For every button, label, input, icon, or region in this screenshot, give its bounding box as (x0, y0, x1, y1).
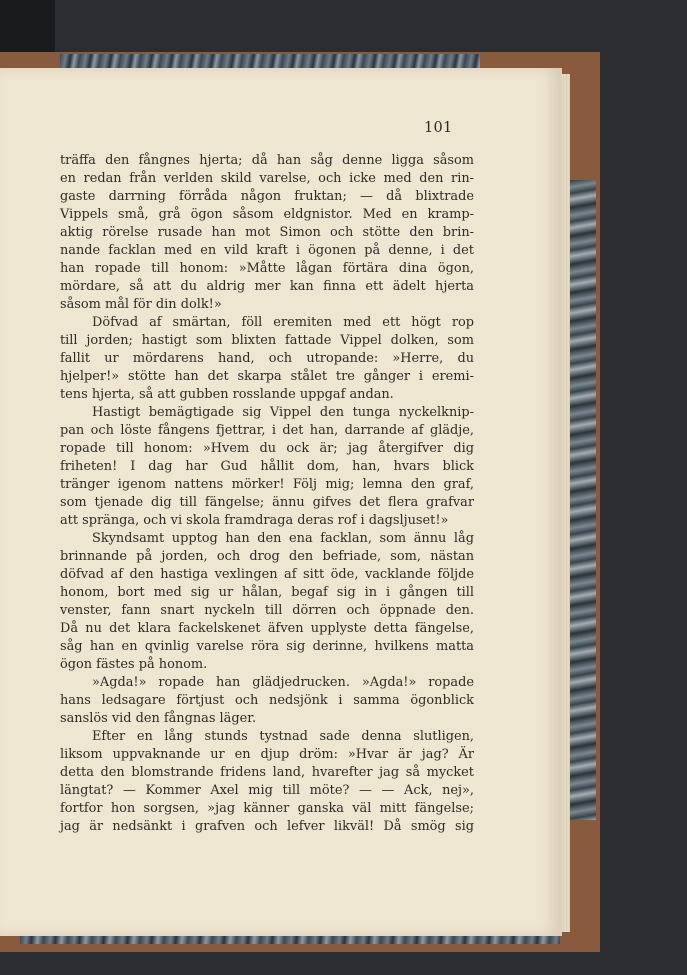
text-line: hjelper!» stötte han det skarpa stålet tre gånger i eremi- (60, 369, 474, 384)
text-line: han ropade till honom: »Måtte lågan förtära dina ögon, (60, 261, 474, 276)
text-line: Vippels små, grå ögon såsom eldgnistor. Med en kramp- (60, 207, 474, 222)
text-line: Då nu det klara fackelskenet äfven upplyste detta fängelse, (60, 621, 474, 636)
text-line: detta den blomstrande fridens land, hvarefter jag så mycket (60, 765, 474, 780)
scan-background (0, 0, 55, 60)
text-line: jag är nedsänkt i grafven och lefver likväl! Då smög sig (60, 819, 474, 834)
text-line: nande facklan med en vild kraft i ögonen på denne, i det (60, 243, 474, 258)
text-line: ropade till honom: »Hvem du ock är; jag återgifver dig (60, 441, 474, 456)
marbled-edge-right (566, 180, 596, 820)
text-line: döfvad af den hastiga vexlingen af sitt öde, vacklande följde (60, 567, 474, 582)
text-line: tränger igenom nattens mörker! Följ mig; lemna den graf, (60, 477, 474, 492)
text-line: mördare, så att du aldrig mer kan finna ett ädelt hjerta (60, 279, 474, 294)
text-line: fortfor hon sorgsen, »jag känner ganska väl mitt fängelse; (60, 801, 474, 816)
text-line: tens hjerta, så att gubben rosslande uppgaf andan. (60, 387, 394, 402)
text-line: venster, fann snart nyckeln till dörren och öppnade den. (60, 603, 474, 618)
text-line: Efter en lång stunds tystnad sade denna slutligen, (92, 729, 474, 744)
text-line: träffa den fångnes hjerta; då han såg denne ligga såsom (60, 153, 474, 168)
text-line: brinnande på jorden, och drog den befriade, som, nästan (60, 549, 474, 564)
text-line: honom, bort med sig ur hålan, begaf sig in i gången till (60, 585, 474, 600)
page-number: 101 (424, 120, 453, 136)
text-line: till jorden; hastigt som blixten fattade Vippel dolken, som (60, 333, 474, 348)
text-line: aktig rörelse rusade han mot Simon och stötte den brin- (60, 225, 474, 240)
text-line: som tjenade dig till fängelse; ännu gifves det flera grafvar (60, 495, 474, 510)
text-line: såsom mål för din dolk!» (60, 297, 222, 312)
text-line: Döfvad af smärtan, föll eremiten med ett högt rop (92, 315, 474, 330)
text-line: fallit ur mördarens hand, och utropande: »Herre, du (60, 351, 474, 366)
text-line: friheten! I dag har Gud hållit dom, han, hvars blick (60, 459, 474, 474)
text-line: såg han en qvinlig varelse röra sig derinne, hvilkens matta (60, 639, 474, 654)
text-line: sanslös vid den fångnas läger. (60, 711, 257, 726)
text-line: pan och löste fångens fjettrar, i det han, darrande af glädje, (60, 423, 474, 438)
text-line: »Agda!» ropade han glädjedrucken. »Agda!» ropade (92, 675, 474, 690)
text-line: ögon fästes på honom. (60, 657, 208, 672)
text-line: gaste darrning förråda någon fruktan; — då blixtrade (60, 189, 474, 204)
text-line: liksom uppvaknande ur en djup dröm: »Hvar är jag? Är (60, 747, 474, 762)
text-line: hans ledsagare förtjust och nedsjönk i samma ögonblick (60, 693, 474, 708)
text-line: en redan från verlden skild varelse, och icke med den rin- (60, 171, 474, 186)
page-body-text (60, 152, 474, 836)
text-line: Skyndsamt upptog han den ena facklan, som ännu låg (92, 531, 474, 546)
text-line: att spränga, och vi skola framdraga deras rof i dagsljuset!» (60, 513, 449, 528)
text-line: längtat? — Kommer Axel mig till möte? — — Ack, nej», (60, 783, 474, 798)
text-line: Hastigt bemägtigade sig Vippel den tunga nyckelknip- (92, 405, 474, 420)
